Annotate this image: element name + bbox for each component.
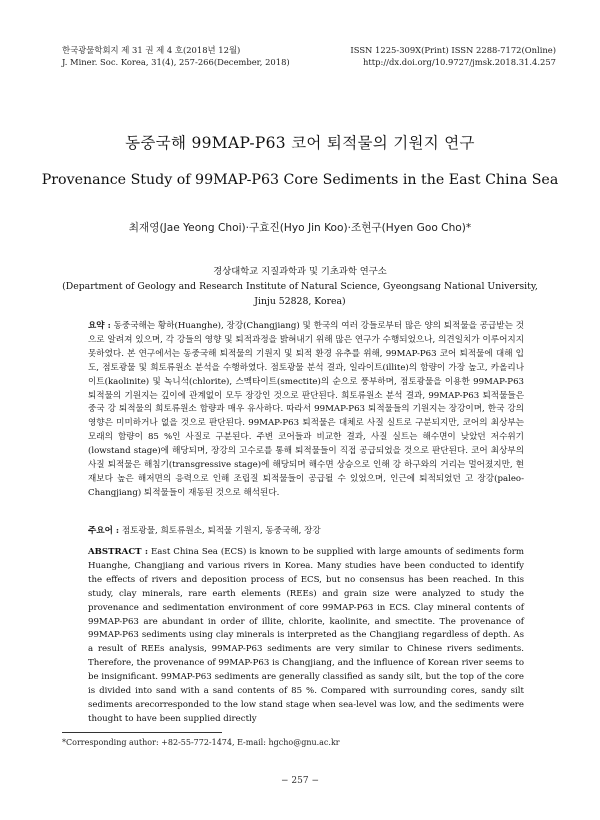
abstract-korean-label: 요약 : — [88, 321, 111, 331]
paper-title-english: Provenance Study of 99MAP-P63 Core Sediments in the East China Sea — [41, 172, 559, 188]
abstract-korean-text: 동중국해는 황하(Huanghe), 장강(Changjiang) 및 한국의 여러 강들로부터 많은 양의 퇴적물을 공급받는 것으로 알려져 있으며, 각 강들의 영향 및 퇴적과정을 밝혀내기 위해 많은 연구가 수행되었으나, 의견일치가 이루어지지 못하였다. 본 연구에서는 동중국해 퇴적물의 기원지 및 퇴적 환경 유추를 위해, 99MAP-P63 코어 퇴적물에 대해 입도, 점토광물 및 희토류원소 분석을 수행하였다. 점토광물 분석 결과, 일라이트(illite)의 함량이 가장 높고, 카올리나이트(kaolinite) 및 녹니석(chlorite), 스멕타이트(smectite)의 순으로 풍부하며, 점토광물을 이용한 99MAP-P63 퇴적물의 기원지는 깊이에 관계없이 모두 장강인 것으로 판단된다. 희토류원소 분석 결과, 99MAP-P63 퇴적물들은 중국 강 퇴적물의 희토류원소 함량과 매우 유사하다. 따라서 99MAP-P63 퇴적물들의 기원지는 장강이며, 한국 강의 영향은 미미하거나 없을 것으로 판단된다. 99MAP-P63 퇴적물은 대체로 사질 실트로 구분되지만, 코어의 최상부는 모래의 함량이 85 %인 사질로 구분된다. 주변 코어들과 비교한 결과, 사질 실트는 해수면이 낮았던 저수위기(lowstand stage)에 해당되며, 장강의 고수로를 통해 퇴적물들이 직접 공급되었을 것으로 판단된다. 코어 최상부의 사질 퇴적물은 해침기(transgressive stage)에 해당되며 해수면 상승으로 인해 강 하구와의 거리는 멀어졌지만, 현재보다 높은 해저면의 응력으로 인해 조립질 퇴적물들이 공급될 수 있었으며, 인근에 퇴적되었던 고 장강(paleo-Changjiang) 퇴적물들이 재동된 것으로 해석된다. — [88, 321, 525, 498]
abstract-english-label: ABSTRACT : — [88, 547, 149, 557]
affiliation-english: (Department of Geology and Research Institute of Natural Science, Gyeongsang National University, Jinju 52828, Korea) — [62, 281, 538, 307]
page-number: − 257 − — [281, 776, 319, 786]
abstract-english-text: East China Sea (ECS) is known to be supplied with large amounts of sediments form Huanghe, Changjiang and various rivers in Korea. Many studies have been conducted to identify the effects of rivers and deposition process of ECS, but no consensus has been reached. In this study, clay minerals, rare earth elements (REEs) and grain size were analyzed to study the provenance and sedimentation environment of core 99MAP-P63 in ECS. Clay mineral contents of 99MAP-P63 are abundant in order of illite, chlorite, kaolinite, and smectite. The provenance of 99MAP-P63 sediments using clay minerals is interpreted as the Changjiang regardless of depth. As a result of REEs analysis, 99MAP-P63 sediments are very similar to Chinese rivers sediments. Therefore, the provenance of 99MAP-P63 is Changjiang, and the influence of Korean river seems to be insignificant. 99MAP-P63 sediments are generally classified as sandy silt, but the top of the core is divided into sand with a sand contents of 85 %. Compared with surrounding cores, sandy silt sediments arecorresponded to the low stand stage when sea-level was low, and the sediments were thought to have been supplied directly — [88, 547, 524, 724]
corresponding-author-footnote: *Corresponding author: +82-55-772-1474, E-mail: hgcho@gnu.ac.kr — [62, 738, 340, 747]
abstract-english — [88, 546, 524, 727]
paper-title-korean: 동중국해 99MAP-P63 코어 퇴적물의 기원지 연구 — [125, 134, 475, 152]
journal-citation-en: J. Miner. Soc. Korea, 31(4), 257-266(December, 2018) — [62, 57, 290, 67]
journal-header-left — [62, 44, 290, 68]
keywords-text: 점토광물, 희토류원소, 퇴적물 기원지, 동중국해, 장강 — [121, 526, 321, 536]
doi-link[interactable]: http://dx.doi.org/10.9727/jmsk.2018.31.4.257 — [363, 57, 556, 67]
keywords-korean — [88, 525, 524, 538]
footnote-divider — [62, 732, 222, 733]
issn-line: ISSN 1225-309X(Print) ISSN 2288-7172(Online) — [350, 45, 556, 55]
abstract-korean — [88, 320, 524, 501]
affiliation-korean: 경상대학교 지질과학과 및 기초과학 연구소 — [213, 266, 387, 277]
affiliation-block — [60, 264, 540, 309]
keywords-label: 주요어 : — [88, 526, 120, 536]
author-list: 최재영(Jae Yeong Choi)·구효진(Hyo Jin Koo)·조현구(Hyen Goo Cho)* — [128, 222, 472, 234]
journal-header-right — [350, 44, 556, 68]
journal-citation-ko: 한국광물학회지 제 31 권 제 4 호(2018년 12월) — [62, 45, 241, 55]
